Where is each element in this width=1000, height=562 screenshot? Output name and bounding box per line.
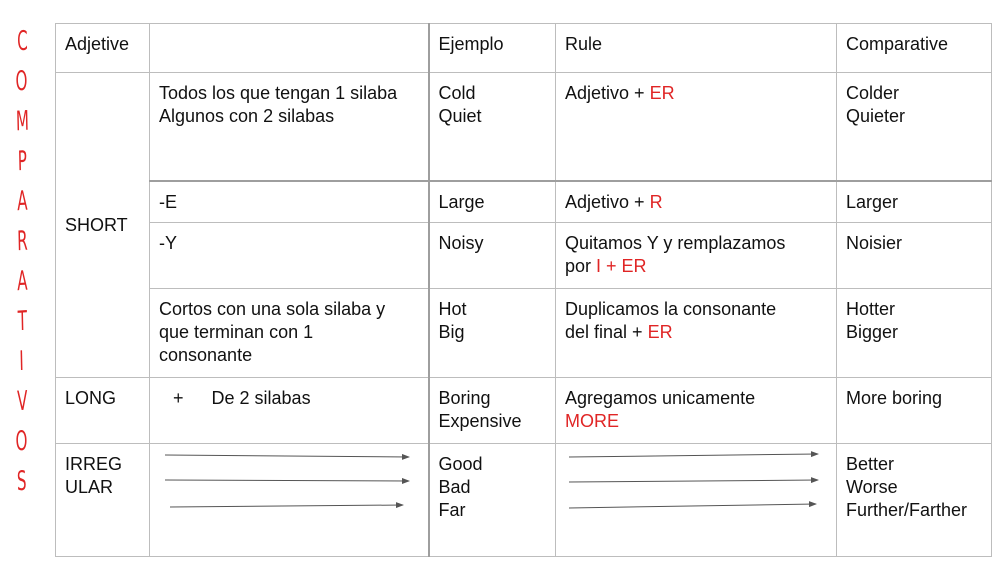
- rule-arrows-cell: [556, 444, 837, 557]
- table-row: [56, 223, 992, 289]
- desc-cell: [150, 289, 429, 378]
- desc-cell: [150, 378, 429, 444]
- desc-line: consonante: [159, 345, 253, 365]
- comparative-word: Quieter: [846, 106, 906, 126]
- rule-suffix: R: [649, 191, 663, 212]
- rule-line: Quitamos Y y remplazamos: [565, 233, 786, 253]
- irregular-label-line: IRREG: [65, 454, 123, 474]
- side-letter: T: [17, 305, 27, 338]
- rule-cell: [556, 289, 837, 378]
- table-row: [56, 73, 992, 181]
- example-word: Expensive: [438, 411, 522, 431]
- comparative-cell: Larger: [837, 181, 992, 223]
- rule-text: Adjetivo +: [565, 191, 650, 212]
- short-label: SHORT: [56, 73, 150, 378]
- side-letter: P: [17, 145, 27, 178]
- rule-cell: [556, 378, 837, 444]
- header-adjective: Adjetive: [56, 24, 150, 73]
- table-row: [56, 289, 992, 378]
- rule-cell: [556, 181, 837, 223]
- rule-line: [565, 255, 827, 278]
- header-row: [56, 24, 992, 73]
- arrow-icon: [569, 480, 818, 482]
- desc-cell: -E: [150, 181, 429, 223]
- desc-text: De 2 silabas: [211, 388, 311, 408]
- comparative-cell: [837, 444, 992, 557]
- side-letter: R: [16, 225, 28, 258]
- example-word: Big: [438, 322, 465, 342]
- side-letter: V: [16, 385, 28, 418]
- comparative-word: Hotter: [846, 299, 896, 319]
- side-letter: S: [16, 465, 28, 498]
- example-cell: Large: [429, 181, 556, 223]
- side-letter: A: [16, 185, 28, 218]
- rule-suffix: ER: [649, 83, 675, 103]
- rule-line: Agregamos unicamente: [565, 388, 756, 408]
- side-title-comparativos: [10, 22, 34, 502]
- example-word: Hot: [438, 299, 467, 319]
- example-word: Boring: [438, 388, 491, 408]
- rule-text: por: [565, 256, 597, 276]
- rule-cell: [556, 223, 837, 289]
- long-label: LONG: [56, 378, 150, 444]
- rule-arrows: [556, 444, 836, 550]
- desc-arrows-cell: [150, 444, 429, 557]
- rule-line: Duplicamos la consonante: [565, 299, 777, 319]
- desc-cell: -Y: [150, 223, 429, 289]
- desc-line: Cortos con una sola silaba y: [159, 299, 386, 319]
- rule-line: [565, 321, 827, 344]
- example-word: Bad: [438, 477, 471, 497]
- side-letter: I: [19, 345, 25, 378]
- plus-sign: +: [173, 388, 184, 408]
- example-cell: [429, 378, 556, 444]
- rule-text: Adjetivo +: [565, 83, 650, 103]
- example-cell: [429, 444, 556, 557]
- example-word: Quiet: [438, 106, 482, 126]
- rule-suffix: I + ER: [596, 256, 647, 276]
- table-row: [56, 444, 992, 557]
- example-cell: Noisy: [429, 223, 556, 289]
- desc-arrows: [150, 444, 428, 550]
- arrow-icon: [170, 505, 403, 507]
- example-cell: [429, 289, 556, 378]
- header-blank: [150, 24, 429, 73]
- rule-text: del final +: [565, 322, 648, 342]
- irregular-label: [56, 444, 150, 557]
- rule-suffix: ER: [647, 322, 673, 342]
- arrow-icon: [569, 504, 816, 508]
- table-row: [56, 181, 992, 223]
- side-letter: A: [16, 265, 28, 298]
- comparative-word: Colder: [846, 83, 900, 103]
- desc-line: que terminan con 1: [159, 322, 314, 342]
- side-letter: M: [15, 105, 29, 138]
- side-letter: O: [15, 65, 29, 98]
- comparatives-table: [55, 23, 992, 557]
- desc-line: Todos los que tengan 1 silaba: [159, 83, 398, 103]
- arrow-icon: [569, 454, 818, 457]
- desc-cell: [150, 73, 429, 181]
- rule-cell: [556, 73, 837, 181]
- comparative-cell: [837, 73, 992, 181]
- side-letter: O: [15, 425, 29, 458]
- example-word: Far: [438, 500, 466, 520]
- comparative-word: Further/Farther: [846, 500, 968, 520]
- example-word: Good: [438, 454, 483, 474]
- header-example: Ejemplo: [429, 24, 556, 73]
- comparative-word: Bigger: [846, 322, 899, 342]
- comparative-cell: [837, 289, 992, 378]
- comparative-cell: More boring: [837, 378, 992, 444]
- side-letter: C: [16, 25, 28, 58]
- comparative-cell: Noisier: [837, 223, 992, 289]
- table-row: [56, 378, 992, 444]
- comparative-word: Worse: [846, 477, 898, 497]
- header-rule: Rule: [556, 24, 837, 73]
- desc-line: Algunos con 2 silabas: [159, 106, 335, 126]
- example-cell: [429, 73, 556, 181]
- comparative-word: Better: [846, 454, 895, 474]
- irregular-label-line: ULAR: [65, 477, 114, 497]
- arrow-icon: [165, 455, 409, 457]
- arrow-icon: [165, 480, 409, 481]
- example-word: Cold: [438, 83, 476, 103]
- rule-suffix: MORE: [565, 411, 619, 431]
- header-comparative: Comparative: [837, 24, 992, 73]
